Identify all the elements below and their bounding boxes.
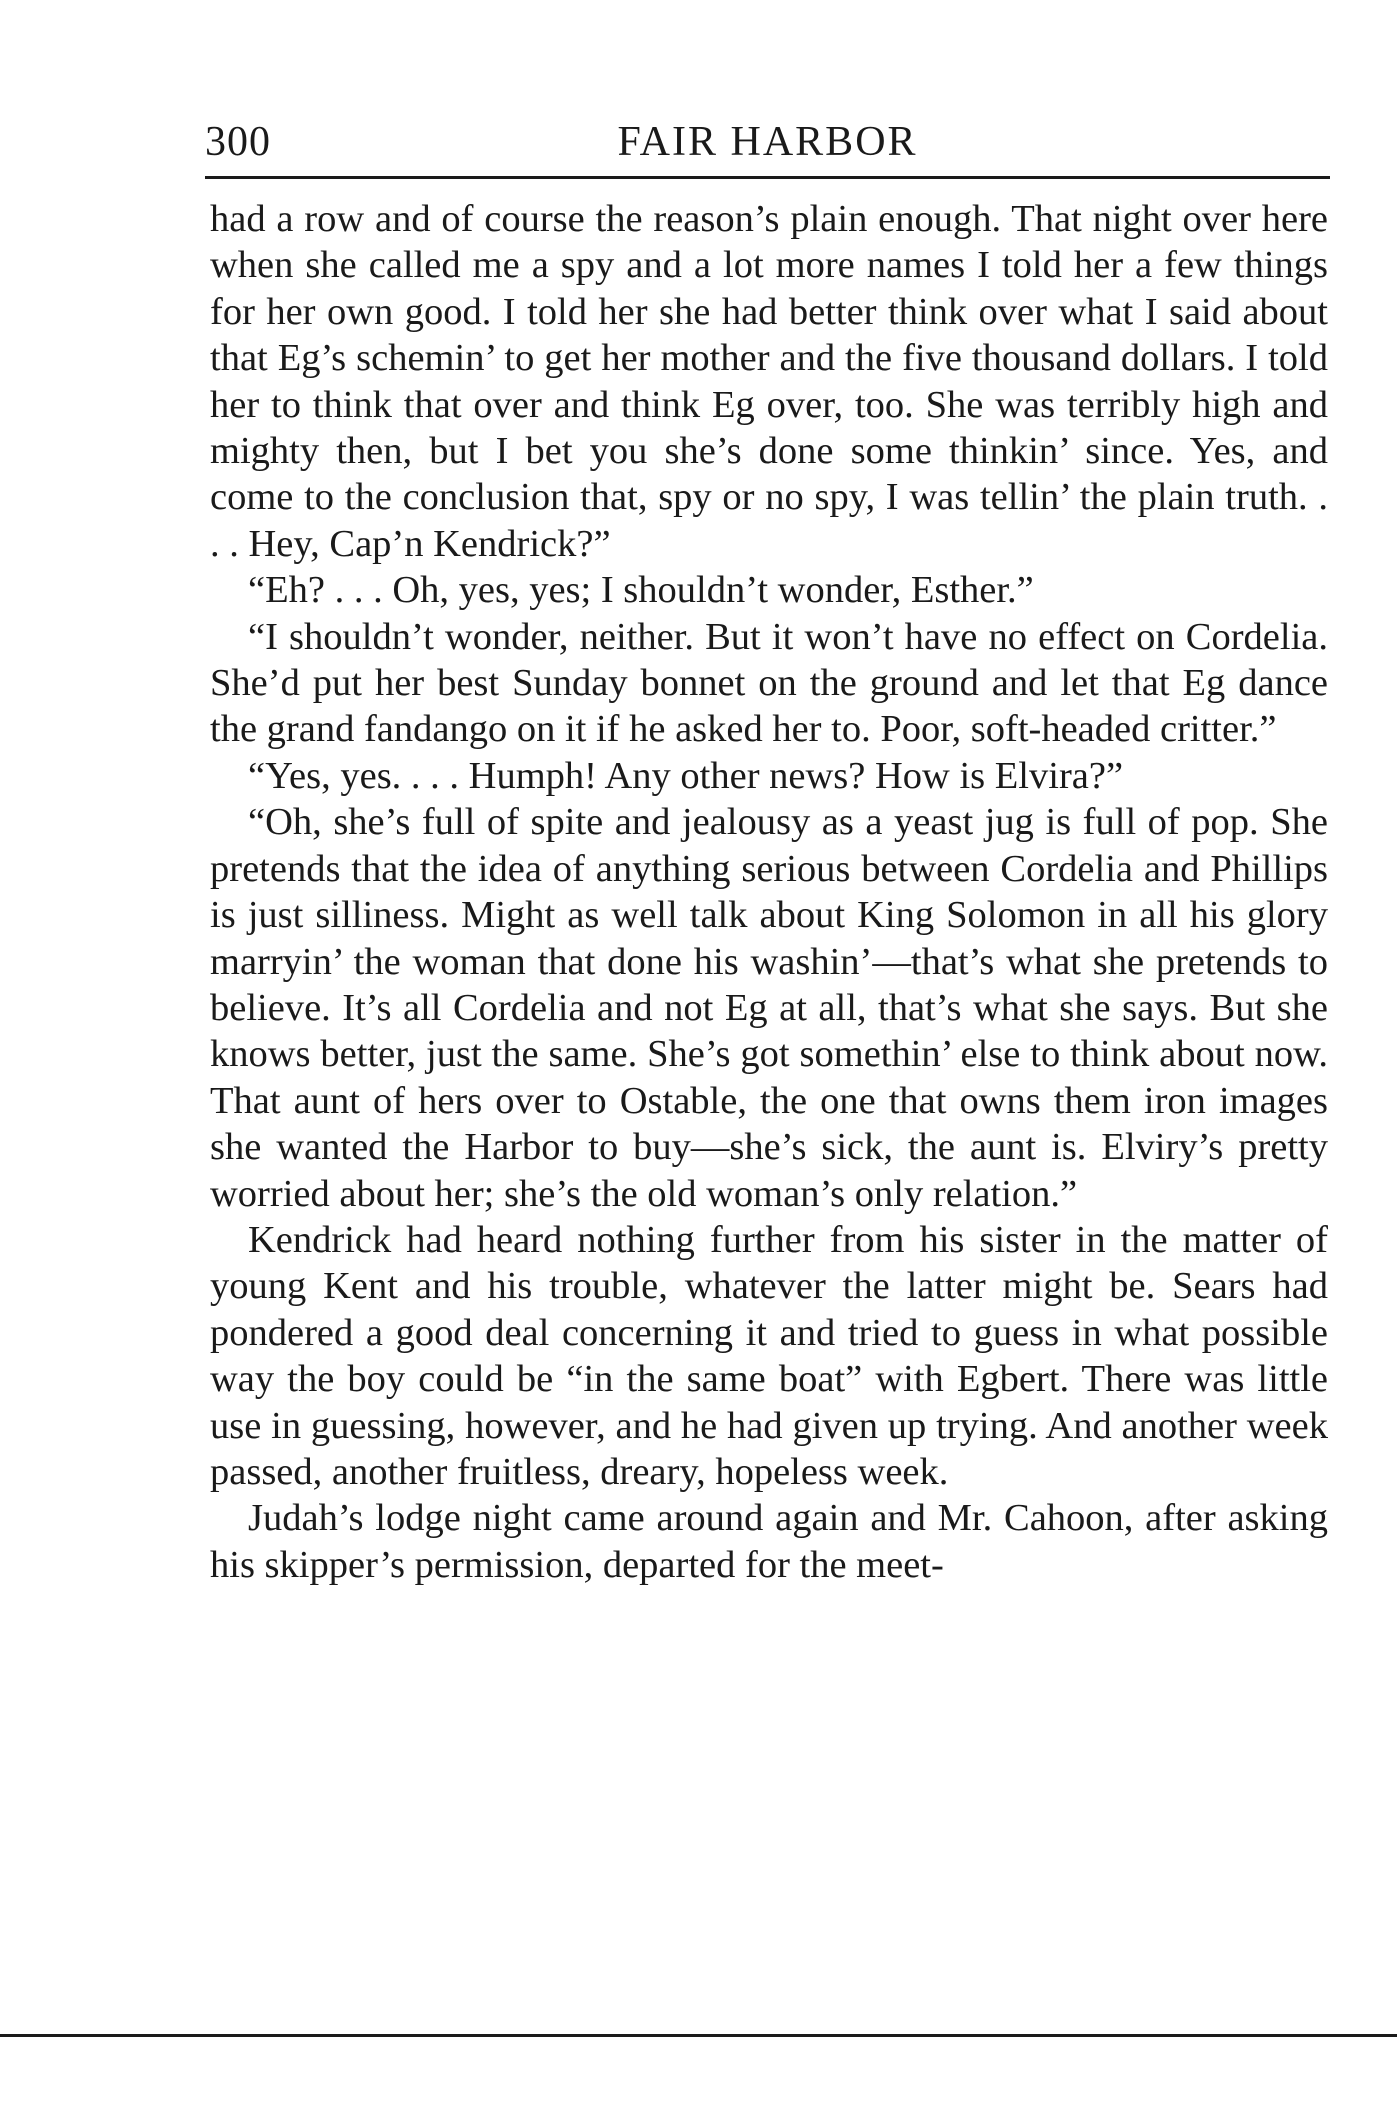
paragraph: had a row and of course the reason’s plain enough. That night over here when she called me a spy and a lot more names I told her a few things for her own good. I told her she had better think over what I said about that Eg’s schemin’ to get her mother and the five thousand dollars. I told her to think that over and think Eg over, too. She was terribly high and mighty then, but I bet you she’s done some thinkin’ since. Yes, and come to the conclusion that, spy or no spy, I was tellin’ the plain truth. . . . Hey, Cap’n Kendrick?” [210, 198, 1328, 565]
running-head [205, 118, 1330, 174]
paragraph: Judah’s lodge night came around again and Mr. Cahoon, after asking his skipper’s permission, departed for the meet- [210, 1497, 1328, 1586]
paragraph: “I shouldn’t wonder, neither. But it won’t have no effect on Cordelia. She’d put her best Sunday bonnet on the ground and let that Eg dance the grand fandango on it if he asked her to. Poor, soft-headed critter.” [210, 615, 1328, 751]
paragraph: “Yes, yes. . . . Humph! Any other news? How is Elvira?” [248, 754, 1124, 797]
running-title: FAIR HARBOR [617, 119, 918, 165]
paragraph: Kendrick had heard nothing further from his sister in the matter of young Kent and his trouble, whatever the latter might be. Sears had pondered a good deal concerning it and tried to guess in what possible way the boy could be “in the same boat” with Egbert. There was little use in guessing, however, and he had given up trying. And another week passed, another fruitless, dreary, hopeless week. [210, 1218, 1328, 1493]
body-text [210, 196, 1328, 1588]
scan-edge-line [0, 2034, 1397, 2037]
paragraph: “Eh? . . . Oh, yes, yes; I shouldn’t wonder, Esther.” [248, 569, 1034, 612]
page-number: 300 [205, 119, 271, 165]
paragraph: “Oh, she’s full of spite and jealousy as a yeast jug is full of pop. She pretends that the idea of anything serious between Cordelia and Phillips is just silliness. Might as well talk about King Solomon in all his glory marryin’ the woman that done his washin’—that’s what she pretends to believe. It’s all Cordelia and not Eg at all, that’s what she says. But she knows better, just the same. She’s got somethin’ else to think about now. That aunt of hers over to Ostable, the one that owns them iron images she wanted the Harbor to buy—she’s sick, the aunt is. Elviry’s pretty worried about her; she’s the old woman’s only relation.” [210, 801, 1328, 1215]
header-rule [205, 176, 1330, 179]
